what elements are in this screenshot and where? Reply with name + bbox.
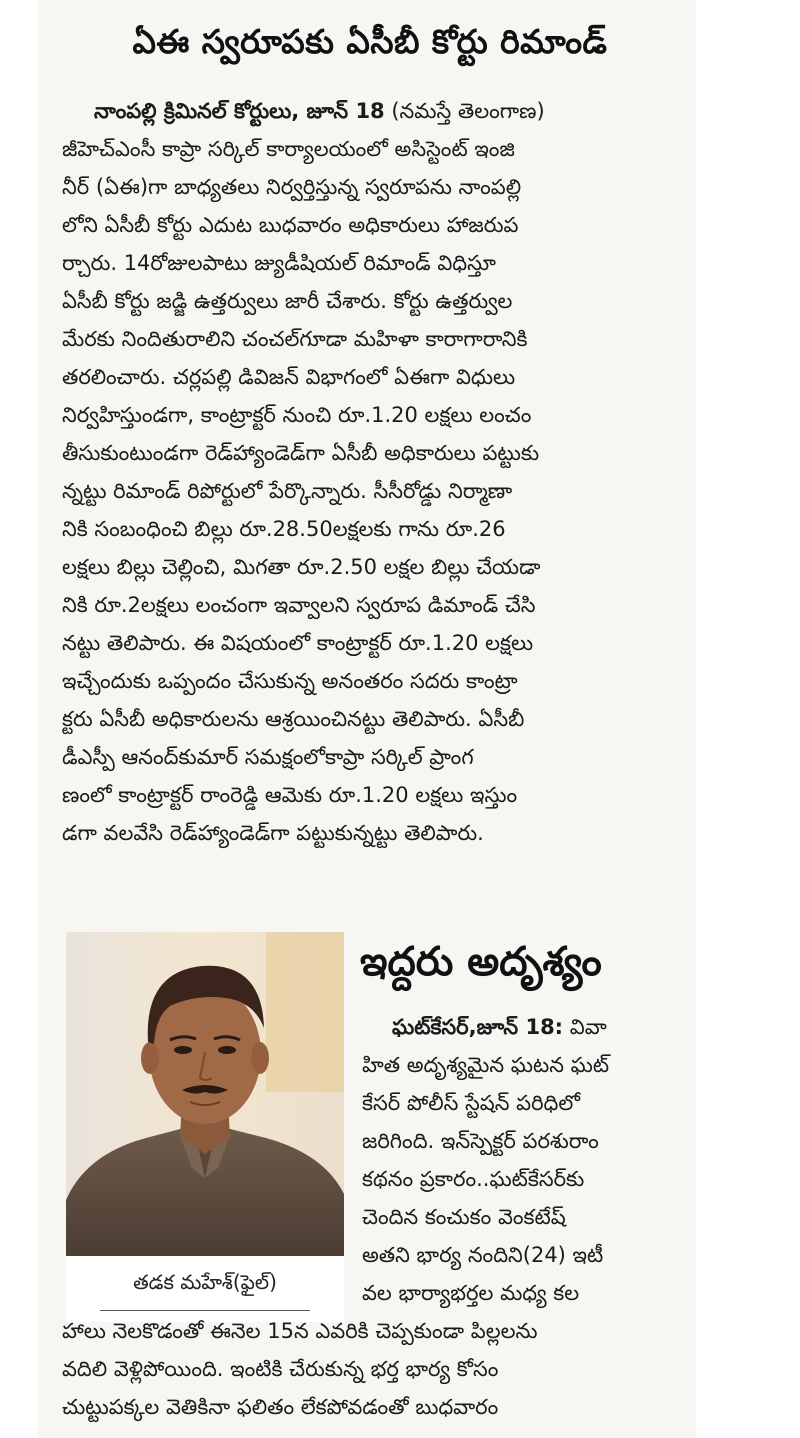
story1-line: లోని ఏసీబీ కోర్టు ఎదుట బుధవారం అధికారులు హాజరుప — [62, 213, 519, 237]
story2-full-line: హాలు నెలకొడంతో ఈనెల 15న ఎవరికి చెప్పకుండా పిల్లలను — [62, 1319, 538, 1343]
story1-dateline-line — [62, 92, 674, 130]
story2-photo-box — [66, 932, 344, 1322]
story1-line: జీహెచ్ఎంసీ కాప్రా సర్కిల్ కార్యాలయంలో అసిస్టెంట్ ఇంజి — [62, 137, 515, 161]
portrait-photo — [66, 932, 344, 1256]
story1-line: లక్షలు బిల్లు చెల్లించి, మిగతా రూ.2.50 లక్షల బిల్లు చేయడా — [62, 555, 541, 579]
story1-line: నిర్వహిస్తుండగా, కాంట్రాక్టర్ నుంచి రూ.1.20 లక్షలు లంచం — [62, 403, 532, 427]
story1-line: నట్టు తెలిపారు. ఈ విషయంలో కాంట్రాక్టర్ రూ.1.20 లక్షలు — [62, 631, 534, 655]
story1-line: నికి సంబంధించి బిల్లు రూ.28.50లక్షలకు గాను రూ.26 — [62, 517, 506, 541]
story2-side-line: వల భార్యాభర్తల మధ్య కల — [362, 1281, 580, 1305]
story2-dateline-line — [362, 1008, 674, 1046]
story2-side-line: జరిగింది. ఇన్‌స్పెక్టర్ పరశురాం — [362, 1129, 599, 1153]
story1-line: తరలించారు. చర్లపల్లి డివిజన్ విభాగంలో ఏఈగా విధులు — [62, 365, 516, 389]
story1-body — [62, 92, 674, 852]
story2-side-line: కథనం ప్రకారం..ఘట్‌కేసర్‌కు — [362, 1167, 585, 1191]
story1-line: నీర్ (ఏఈ)గా బాధ్యతలు నిర్వర్తిస్తున్న స్వరూపను నాంపల్లి — [62, 175, 522, 199]
story1-line: మేరకు నిందితురాలిని చంచల్‌గూడా మహిళా కారాగారానికి — [62, 327, 528, 351]
caption-divider — [100, 1310, 310, 1311]
story2-dateline: ఘట్‌కేసర్,జూన్ 18: — [392, 1015, 564, 1039]
story2-headline: ఇద్దరు అదృశ్యం — [360, 939, 602, 985]
story1-line: న్నట్టు రిమాండ్ రిపోర్టులో పేర్కొన్నారు. సీసీరోడ్డు నిర్మాణా — [62, 479, 513, 503]
story1-line: ఏసీబీ కోర్టు జడ్జి ఉత్తర్వులు జారీ చేశారు. కోర్టు ఉత్తర్వుల — [62, 289, 513, 313]
story1-line: ఇచ్చేందుకు ఒప్పందం చేసుకున్న అనంతరం సదరు కాంట్రా — [62, 669, 518, 693]
photo-caption: తడక మహేశ్(ఫైల్) — [133, 1270, 277, 1294]
story1-line: డీఎస్పీ ఆనంద్‌కుమార్ సమక్షంలోకాప్రా సర్కిల్ ప్రాంగ — [62, 745, 474, 769]
story1-headline: ఏఈ స్వరూపకు ఏసీబీ కోర్టు రిమాండ్ — [132, 22, 608, 61]
story2-full-line: వదిలి వెళ్లిపోయింది. ఇంటికి చేరుకున్న భర్త భార్య కోసం — [62, 1357, 499, 1381]
story1-line: ర్చారు. 14రోజులపాటు జ్యుడీషియల్ రిమాండ్ విధిస్తూ — [62, 251, 496, 275]
story2-side-line: హిత అదృశ్యమైన ఘటన ఘట్ — [362, 1053, 610, 1077]
story2-full-column — [62, 1312, 674, 1426]
story1-dateline-source: (నమస్తే తెలంగాణ) — [391, 99, 545, 123]
story1-line: డగా వలవేసి రెడ్‌హ్యాండెడ్‌గా పట్టుకున్నట్టు తెలిపారు. — [62, 821, 484, 845]
story2-side-line: కేసర్ పోలీస్ స్టేషన్ పరిధిలో — [362, 1091, 580, 1115]
story2-full-line: చుట్టుపక్కల వెతికినా ఫలితం లేకపోవడంతో బుధవారం — [62, 1395, 499, 1419]
portrait-illustration — [66, 932, 344, 1256]
story2-side-column — [362, 1008, 674, 1312]
story1-line: తీసుకుంటుండగా రెడ్‌హ్యాండెడ్‌గా ఏసీబీ అధికారులు పట్టుకు — [62, 441, 540, 465]
story2-first-line-rest: వివా — [569, 1015, 607, 1039]
story1-line: క్టరు ఏసీబీ అధికారులను ఆశ్రయించినట్టు తెలిపారు. ఏసీబీ — [62, 707, 525, 731]
story2-side-line: అతని భార్య నందిని(24) ఇటీ — [362, 1243, 604, 1267]
story1-line: ణంలో కాంట్రాక్టర్ రాంరెడ్డి ఆమెకు రూ.1.20 లక్షలు ఇస్తుం — [62, 783, 518, 807]
story1-dateline: నాంపల్లి క్రిమినల్ కోర్టులు, జూన్ 18 — [94, 99, 385, 123]
story1-line: నికి రూ.2లక్షలు లంచంగా ఇవ్వాలని స్వరూప డిమాండ్ చేసి — [62, 593, 536, 617]
story2-side-line: చెందిన కంచుకం వెంకటేష్ — [362, 1205, 566, 1229]
